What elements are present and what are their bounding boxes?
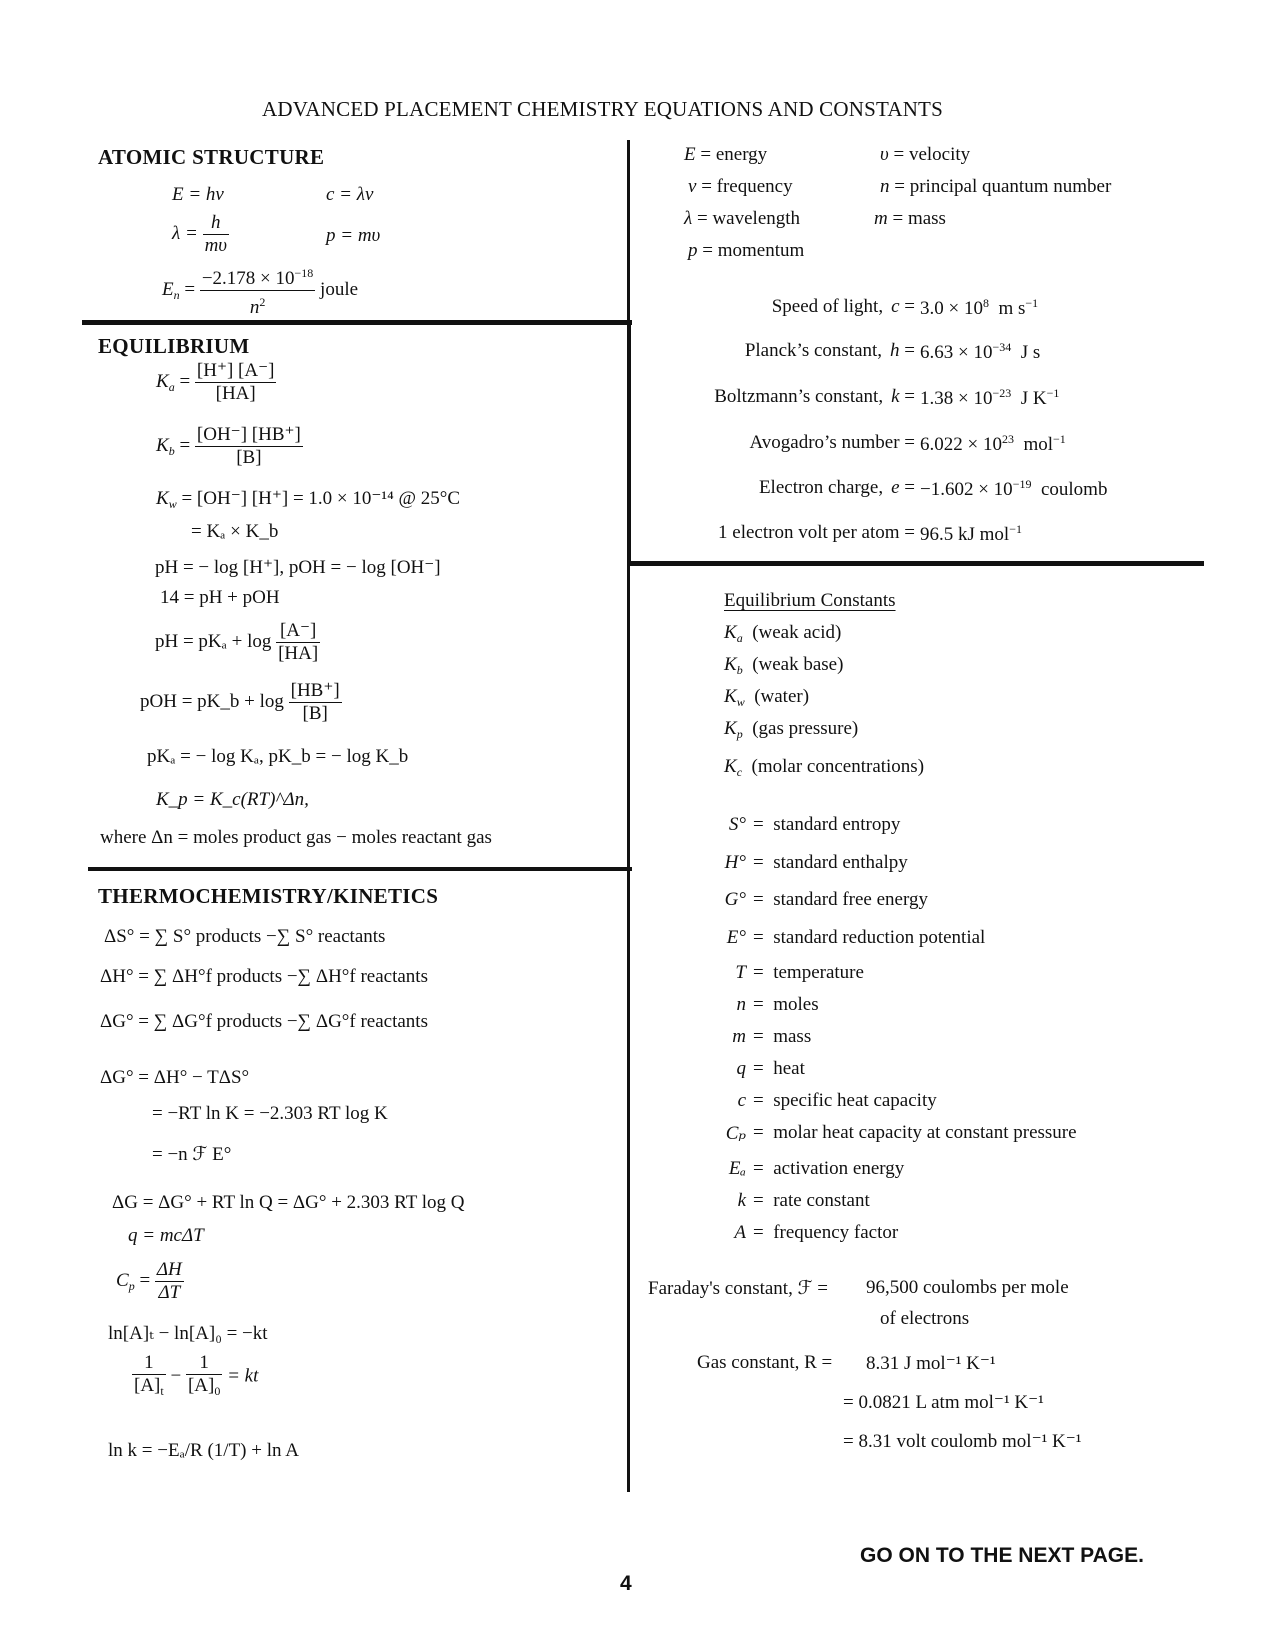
equals-sign: = [899,432,915,453]
gas-constant-v3: = 8.31 volt coulomb mol⁻¹ K⁻¹ [843,1431,1082,1452]
eq-planck: E = hν [172,184,224,205]
divider-constants-equilibrium [627,561,1204,566]
gas-constant-label: Gas constant, R = [697,1352,833,1373]
eq-entropy: ΔS° = ∑ S° products −∑ S° reactants [104,926,386,947]
thermo-var-symbol: E° [726,927,746,948]
var-mass: m = mass [874,208,946,229]
hh2-num: [HB⁺] [290,680,340,701]
kw-rhs: = [OH⁻] [H⁺] = 1.0 × 10⁻¹⁴ @ 25°C [181,488,460,509]
constant-unit-exponent: −1 [1046,386,1060,400]
constant-exponent: 23 [1001,432,1014,446]
eq-kb: $K_b$ = $\frac{[OH^-] [HB^+]}{[B]}$ [156,424,301,468]
thermo-var-def: = molar heat capacity at constant pressure [753,1122,1077,1143]
constant-symbol: k [891,386,900,407]
eq-enthalpy: ΔH° = ∑ ΔH°f products −∑ ΔH°f reactants [100,966,428,987]
constant-exponent: −34 [992,340,1012,354]
thermo-var-text: rate constant [773,1190,870,1211]
eq-constant-symbol: K [724,756,737,777]
constant-number: 1.38 × 10 [920,388,993,409]
page-title: ADVANCED PLACEMENT CHEMISTRY EQUATIONS AND CONSTANTS [262,97,943,121]
eq-constant-sub: c [736,765,743,779]
eq-ph-poh: pH = − log [H⁺], pOH = − log [OH⁻] [155,557,441,578]
eq-constant-symbol: K [724,654,737,675]
constant-label: Electron charge, [758,477,884,498]
divider-atomic-equilibrium [82,320,632,325]
gas-constant-v2: = 0.0821 L atm mol⁻¹ K⁻¹ [843,1392,1044,1413]
faraday-label: Faraday's constant, ℱ = [648,1278,828,1299]
eq-ph-sum: 14 = pH + pOH [160,587,280,608]
constant-number: −1.602 × 10 [920,479,1013,500]
eq-kp: K_p = K_c(RT)^Δn, [156,789,309,810]
thermo-var-text: standard free energy [773,889,928,910]
eq-constant-symbol: K [724,686,737,707]
var-quantum-number: n = principal quantum number [880,176,1112,197]
eq-bohr-energy: $E_n$ = $\frac{-2.178 \times 10^{-18}}{n^2}$ joule [162,262,358,319]
gas-constant-v1: 8.31 J mol⁻¹ K⁻¹ [866,1353,996,1374]
constant-number: 6.022 × 10 [920,434,1002,455]
thermo-var-symbol: m [732,1026,746,1047]
cp-num: ΔH [156,1259,182,1280]
constant-value [920,296,1038,320]
thermo-var-text: activation energy [773,1158,905,1179]
eq-constant-sub: p [736,727,743,741]
divider-thick-vertical [627,320,631,565]
debroglie-den: mυ [204,235,228,256]
thermo-var-symbol: A [734,1222,746,1243]
thermo-var-symbol: n [736,994,746,1015]
constant-number: 6.63 × 10 [920,342,993,363]
thermo-var-symbol: T [735,962,746,983]
thermo-var-def: = rate constant [753,1190,870,1211]
thermo-var-text: temperature [773,962,864,983]
eq-constant-def: (molar concentrations) [751,756,925,777]
constant-unit: J K [1020,388,1047,409]
constant-label: Planck’s constant, [744,340,883,361]
constant-label: 1 electron volt per atom [718,522,900,543]
thermo-var-symbol: q [736,1058,746,1079]
thermo-var-symbol: G° [724,889,746,910]
constant-value [920,340,1040,364]
hh2-den: [B] [302,703,328,724]
eq-constant-row [724,622,841,646]
eq-constant-sub: w [736,695,745,709]
thermo-var-symbol: k [737,1190,746,1211]
eq-momentum: p = mυ [326,225,381,246]
kb-num: [OH⁻] [HB⁺] [196,424,301,445]
constant-row [749,432,915,454]
eq-gibbs-q: ΔG = ΔG° + RT ln Q = ΔG° + 2.303 RT log Q [112,1192,465,1213]
constant-exponent: 8 [982,296,989,310]
eq-henderson-base [140,680,342,725]
thermo-var-def: = temperature [753,962,864,983]
constant-symbol: h [890,340,900,361]
constant-row [772,296,915,318]
equals-sign: = [899,386,915,407]
eq-pka: pKₐ = − log Kₐ, pK_b = − log K_b [147,746,409,767]
thermo-var-text: mass [773,1026,812,1047]
eq-constant-sub: b [736,663,743,677]
constant-row [759,477,915,499]
bohr-unit: joule [320,278,359,300]
var-velocity: υ = velocity [880,144,971,165]
constant-value [920,386,1059,410]
constant-unit: m s [998,298,1026,319]
next-page-notice: GO ON TO THE NEXT PAGE. [860,1544,1144,1567]
bohr-lhs: E [162,278,174,300]
eq-kw-product: = Kₐ × K_b [191,521,279,542]
page-number: 4 [620,1572,632,1595]
eq-wave: c = λν [326,184,374,205]
eq-constant-row [724,654,843,678]
constant-exponent: −19 [1012,477,1032,491]
section-atomic-structure: ATOMIC STRUCTURE [98,145,325,169]
equals-sign: = [899,522,915,543]
cp-den: ΔT [158,1282,181,1303]
thermo-var-text: standard enthalpy [773,852,908,873]
constant-symbol: c [891,296,900,317]
thermo-var-def: = frequency factor [753,1222,899,1243]
eq-heat-capacity: $C_p$ = $\frac{\Delta H}{\Delta T}$ [116,1259,182,1303]
thermo-var-text: heat [773,1058,805,1079]
eq-free-energy: ΔG° = ∑ ΔG°f products −∑ ΔG°f reactants [100,1011,428,1032]
hh-den: [HA] [278,643,319,664]
constant-label: Speed of light, [771,296,884,317]
eq-arrhenius: ln k = −Eₐ/R (1/T) + ln A [108,1440,299,1461]
ka-den: [HA] [215,383,256,404]
thermo-var-def: = standard reduction potential [753,927,986,948]
eq-second-order: $\frac{1}{[A]_t}$ − $\frac{1}{[A]_0}$ = kt [134,1352,259,1398]
thermo-var-symbol: Eₐ [728,1158,746,1179]
bohr-num-exp: −18 [294,266,314,280]
eq-constant-sub: a [736,631,743,645]
eq-constant-row [724,756,924,780]
constant-unit: mol [1023,434,1054,455]
constant-unit: J s [1020,342,1041,363]
eq-constants-title: Equilibrium Constants [724,590,896,611]
constant-exponent: −23 [992,386,1012,400]
eq-ka: $K_a$ = $\frac{[H^+] [A^-]}{[HA]}$ [156,360,275,404]
eq-constant-symbol: K [724,718,737,739]
eq-gibbs-e: = −n ℱ E° [152,1144,232,1165]
var-energy: E = energy [684,144,768,165]
eq-kw: $K_w = [OH^-] [H^+] = 1.0 \times 10^{-14}$ @ 25°C [156,488,460,511]
eq-first-order: ln[A]ₜ − ln[A]₀ = −kt [108,1323,268,1344]
eq-constant-symbol: K [724,622,737,643]
thermo-var-symbol: c [737,1090,746,1111]
constant-unit-exponent: −1 [1025,296,1039,310]
equals-sign: = [899,296,915,317]
section-thermo-kinetics: THERMOCHEMISTRY/KINETICS [98,884,439,908]
eq-gibbs: ΔG° = ΔH° − TΔS° [100,1067,250,1088]
thermo-var-def: = heat [753,1058,805,1079]
bohr-lhs-sub: n [173,287,180,302]
eq-henderson-acid [155,620,320,665]
constant-row [745,340,915,362]
thermo-var-symbol: H° [724,852,746,873]
constant-exponent: −1 [1009,522,1022,536]
constant-label: Avogadro’s number [749,432,900,453]
thermo-var-text: moles [773,994,819,1015]
thermo-var-text: standard entropy [773,814,901,835]
eq-constant-def: (weak acid) [752,622,842,643]
constant-value [920,522,1022,546]
hh-num: [A⁻] [276,620,320,643]
eq-constant-def: (weak base) [752,654,844,675]
kb-den: [B] [236,447,262,468]
eq-delta-n: where Δn = moles product gas − moles reactant gas [100,827,492,848]
debroglie-lhs: λ = [172,222,198,244]
var-frequency: ν = frequency [688,176,793,197]
eq-debroglie [172,212,229,257]
thermo-var-text: frequency factor [773,1222,899,1243]
section-equilibrium: EQUILIBRIUM [98,334,250,358]
bohr-den: n [249,297,260,318]
constant-value [920,477,1107,501]
constant-unit: coulomb [1040,479,1108,500]
eq-heat: q = mcΔT [128,1225,204,1246]
thermo-var-text: standard reduction potential [773,927,986,948]
divider-equilibrium-thermo [88,867,632,871]
equals-sign: = [899,477,915,498]
eq-constant-def: (water) [754,686,810,707]
constant-row [714,386,915,408]
thermo-var-symbol: Cₚ [725,1123,746,1144]
eq-constant-row [724,718,858,742]
thermo-var-def: = specific heat capacity [753,1090,937,1111]
constant-number: 96.5 kJ mol [920,524,1010,545]
thermo-var-symbol: S° [728,814,746,835]
constant-value [920,432,1066,456]
eq-constant-row [724,686,809,710]
constant-number: 3.0 × 10 [920,298,983,319]
thermo-var-def: = moles [753,994,819,1015]
constant-unit-exponent: −1 [1053,432,1066,446]
thermo-var-def: = standard free energy [753,889,928,910]
ka-num: [H⁺] [A⁻] [196,360,275,381]
thermo-var-def: = standard enthalpy [753,852,908,873]
thermo-var-def: = mass [753,1026,812,1047]
equals-sign: = [899,340,915,361]
var-wavelength: λ = wavelength [684,208,801,229]
bohr-num: −2.178 × 10 [201,268,295,289]
constant-label: Boltzmann’s constant, [714,386,884,407]
constant-row [718,522,915,544]
bohr-den-exp: 2 [259,295,266,309]
hh-lhs: pH = pKₐ + log [155,630,272,652]
second-order-rhs: = kt [227,1365,259,1387]
thermo-var-text: specific heat capacity [773,1090,937,1111]
thermo-var-def: = activation energy [753,1158,905,1179]
eq-gibbs-k: = −RT ln K = −2.303 RT log K [152,1103,388,1124]
faraday-value: 96,500 coulombs per mole [866,1277,1069,1298]
hh2-lhs: pOH = pK_b + log [140,690,284,712]
thermo-var-text: molar heat capacity at constant pressure [773,1122,1077,1143]
debroglie-num: h [203,212,229,235]
thermo-var-def: = standard entropy [753,814,901,835]
faraday-value-2: of electrons [880,1308,970,1329]
eq-constant-def: (gas pressure) [752,718,859,739]
constant-symbol: e [891,477,900,498]
var-momentum: p = momentum [688,240,805,261]
